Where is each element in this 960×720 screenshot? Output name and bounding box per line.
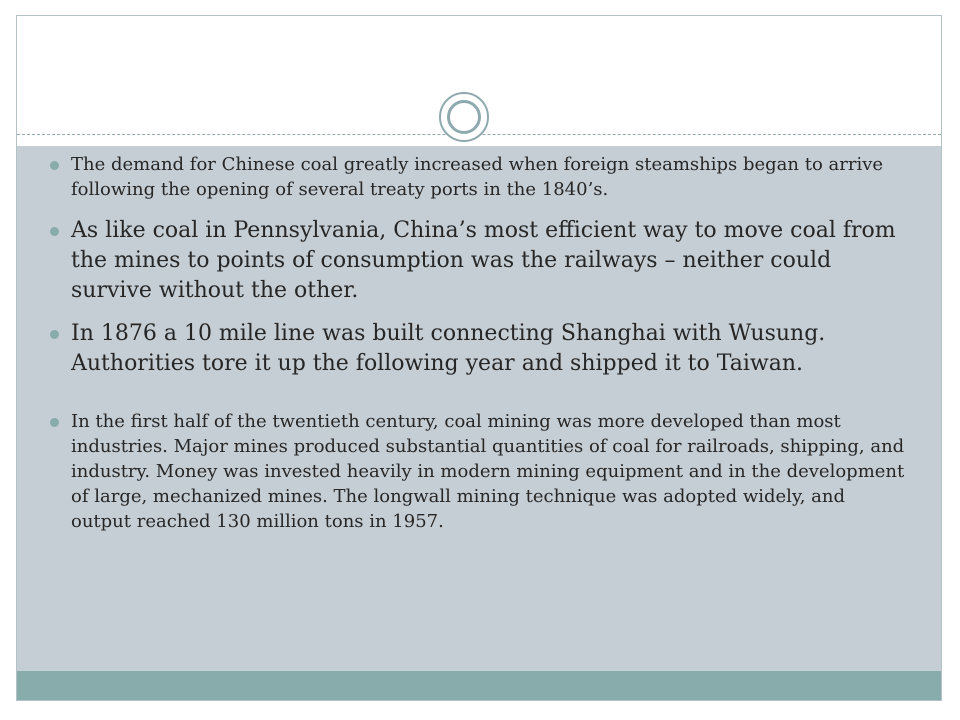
- bullet-list: [50, 152, 910, 534]
- bullet-item: [50, 216, 910, 306]
- bullet-item: [50, 152, 910, 202]
- inner-ring: [447, 100, 481, 134]
- bullet-text: In the first half of the twentieth century, coal mining was more developed than most industries. Major mines produced substantial quantities of coal for railroads, shipping, and industry. Money was invested heavily in modern mining equipment and in the development of large, mechanized mines. The longwall mining technique was adopted widely, and output reached 130 million tons in 1957.: [71, 411, 905, 532]
- circle-emblem-icon: [439, 92, 489, 142]
- bullet-item: [50, 409, 910, 534]
- footer-band: [17, 671, 941, 701]
- bullet-text: The demand for Chinese coal greatly increased when foreign steamships began to arrive following the opening of several treaty ports in the 1840’s.: [71, 154, 884, 200]
- bullet-dot-icon: [50, 161, 59, 170]
- bullet-dot-icon: [50, 330, 59, 339]
- bullet-dot-icon: [50, 418, 59, 427]
- bullet-text: In 1876 a 10 mile line was built connecting Shanghai with Wusung. Authorities tore it up the following year and shipped it to Taiwan.: [71, 321, 826, 376]
- bullet-dot-icon: [50, 227, 59, 236]
- bullet-item: [50, 319, 910, 379]
- bullet-text: As like coal in Pennsylvania, China’s most efficient way to move coal from the mines to points of consumption was the railways – neither could survive without the other.: [71, 218, 896, 303]
